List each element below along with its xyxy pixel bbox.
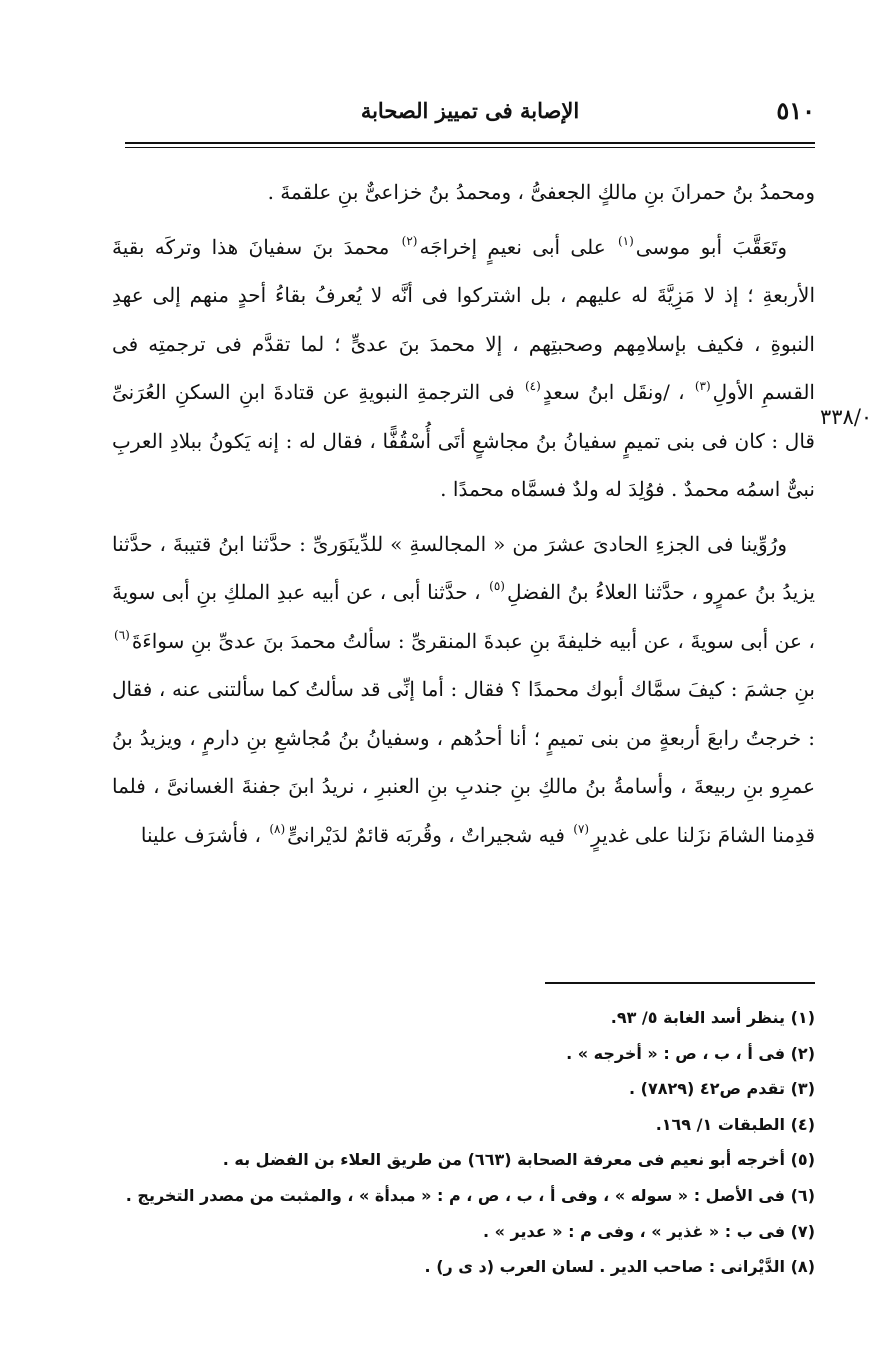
footnote-ref-6[interactable]: (٦) [114,627,130,642]
paragraph-2 [112,223,815,514]
footnote-ref-4[interactable]: (٤) [524,379,541,393]
footnote-8: (٨) الدَّيْرانى : صاحب الدير . لسان العرب (د ى ر) . [424,1257,815,1277]
paragraph-3-part-b: ، حدَّثنا أبى ، عن أبيه عبدِ الملكِ بنِ أبى سويةَ ، عن أبى سويةَ ، عن أبيه خليفةَ بنِ عبدةَ المنقرىِّ : سألتُ محمدَ بنَ عدىِّ بنِ سواءَةَ [112,580,815,653]
page-header [125,96,815,126]
footnote-4: (٤) الطبقات ١/ ١٦٩. [655,1114,815,1134]
paragraph-3-part-d: فيه شجيراتٌ ، وقُربَه قائمٌ لدَيْرانىٍّ [287,822,572,847]
paragraph-2-part-c: محمدَ بنَ سفيانَ هذا وتركَه بقيةَ الأربعةِ ؛ إذ لا مَزِيَّةَ له عليهم ، بل اشتركوا فى أنَّه لا يُعرفُ بقاءُ أحدٍ منهم إلى عهدِ النبوةِ ، فكيف بإسلامِهم وصحبتِهم ، إلا محمدَ بنَ عدىٍّ ؛ لما تقدَّم فى ترجمتِه فى القسمِ الأولِ [112,234,815,404]
main-text [112,168,815,865]
paragraph-1-text: ومحمدُ بنُ حمرانَ بنِ مالكٍ الجعفىُّ ، ومحمدُ بنُ خزاعىٌّ بنِ علقمةَ . [267,180,815,204]
paragraph-3-part-a: ورُوِّينا فى الجزءِ الحادىَ عشرَ من « المجالسةِ » للدِّينَوَرىِّ : حدَّثنا ابنُ قتيبةَ ، حدَّثنا يزيدُ بنُ عمرٍو ، حدَّثنا العلاءُ بنُ الفضلِ [112,531,815,604]
paragraph-3-part-c: بنِ جشمَ : كيفَ سمَّاك أبوك محمدًا ؟ فقال : أما إنِّى قد سألتُ كما سألتنى عنه ، فقال : خرجتُ رابعَ أربعةٍ من بنى تميمٍ ؛ أنا أحدُهم ، وسفيانُ بنُ مُجاشعِ بنِ دارمٍ ، ويزيدُ بنُ عمرِو بنِ ربيعةَ ، وأسامةُ بنُ مالكِ بنِ جندبِ بنِ العنبرِ ، نريدُ ابنَ جفنةَ الغسانىَّ ، فلما قدِمنا الشامَ نزَلنا على غديرٍ [112,677,815,847]
paragraph-3 [112,520,815,860]
footnote-ref-3[interactable]: (٣) [694,379,711,393]
page-number: ٥١٠ [776,96,815,125]
margin-volume-reference: ٣٣٨/٠ [820,405,873,429]
footnote-7: (٧) فى ب : « غذير » ، وفى م : « عدير » . [482,1221,815,1241]
footnote-1: (١) ينظر أسد الغابة ٥/ ٩٣. [610,1008,815,1027]
footnote-ref-7[interactable]: (٧) [573,821,590,836]
footnotes-list [125,1000,815,1285]
header-rule [125,142,815,148]
paragraph-2-part-a: وتَعَقَّبَ أبو موسى [635,234,788,259]
footnote-separator [545,982,815,984]
footnote-ref-2[interactable]: (٢) [401,233,418,248]
footnote-6: (٦) فى الأصل : « سوله » ، وفى أ ، ب ، ص ، م : « مبدأة » ، والمثبت من مصدر التخريج . [125,1185,815,1205]
footnote-ref-1[interactable]: (١) [617,233,634,248]
paragraph-2-part-e: فى الترجمةِ النبويةِ عن قتادةَ ابنِ السكنِ العُرَنىِّ قال : كان فى بنى تميمٍ سفيانُ بنُ مجاشعٍ أتَى أُسْقُفًّا ، فقال له : إنه يَكونُ ببلادِ العربِ نبىٌّ اسمُه محمدٌ . فوُلِدَ له ولدٌ فسمَّاه محمدًا . [112,380,815,501]
paragraph-2-part-b: على أبى نعيمٍ إخراجَه [419,234,616,259]
running-title: الإصابة فى تمييز الصحابة [360,98,580,123]
footnote-5: (٥) أخرجه أبو نعيم فى معرفة الصحابة (٦٦٣) من طريق العلاء بن الفضل به . [222,1150,815,1170]
footnote-ref-8[interactable]: (٨) [269,821,286,836]
paragraph-2-part-d: ، /ونقَل ابنُ سعدٍ [542,380,693,404]
paragraph-3-part-e: ، فأشرَف علينا [140,822,268,847]
footnote-3: (٣) تقدم ص٤٢ (٧٨٢٩) . [629,1079,815,1099]
footnote-ref-5[interactable]: (٥) [489,579,505,593]
paragraph-1 [112,168,815,217]
footnote-2: (٢) فى أ ، ب ، ص : « أخرجه » . [566,1043,815,1063]
